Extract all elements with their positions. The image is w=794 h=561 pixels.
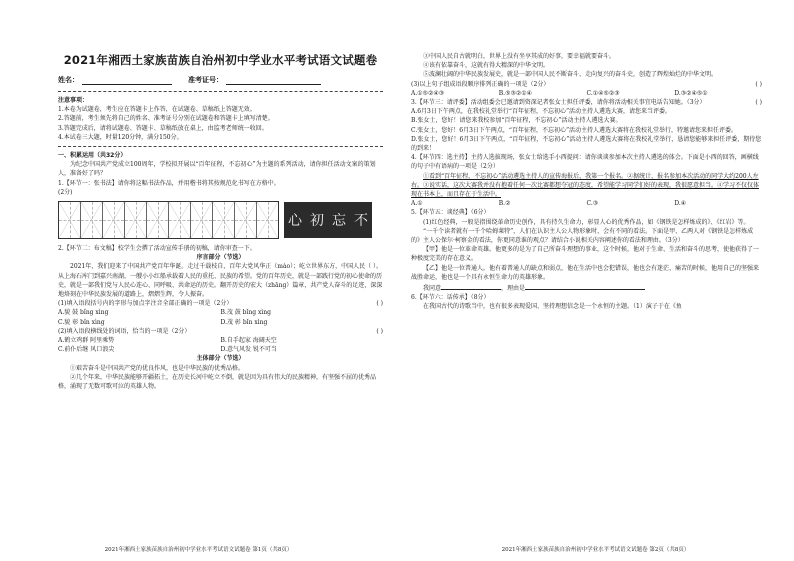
answer-paren[interactable]: ( ) [376,327,383,335]
option[interactable]: D.④ [674,200,687,208]
opinion-a: 【甲】他是一位革命英雄。他更多的是为了自己所奋斗理想的事业，这个时候，他对于生命、生活和奋斗的思考，使他获得了一种极度完美的存在意义。 [411,246,760,263]
option[interactable]: D.③②④⑤① [674,89,708,97]
option[interactable]: C.③ [586,200,599,208]
question-3 [411,98,762,107]
grid-cell[interactable] [169,202,191,238]
option[interactable]: A.貌 鼓 bǐng xìng [58,309,109,317]
option[interactable]: A.6月3日下午两点，在我校礼堂举行“百年征程，不忘初心”活动主持人遴选大赛，请您来当评委。 [411,108,672,116]
q2-1-text: (1)填入语段括号内的字形与加点字注音全部正确的一项是（2分） [58,300,233,308]
question-4-text: ①看到“百年征程，不忘初心”活动遴选主持人的宣传海报后，我第一个报名。②据统计，报名参加本次活动的同学大约200人左右。③说实话，这次大赛我并没有抱着任何一次比赛都想夺冠的态度，希望能学习同学们好的表现，我很愿意担当。④学习不仅仅体现在书本上，而且存在于生活中。 [411,172,760,199]
options-row [411,89,762,98]
preface-text: 2021年，我们迎来了中国共产党百年华诞。走过千载枝自，百年大党风华正（mào）；屹立世界东方，中国人民（ ）。从上海石库门到嘉兴南湖，一艘小小红船承载着人民的重托、民族的希望。党的百年历史，就是一部践行党的初心使命的历史，就是一部我们党与人民心连心、同呼吸、共命运的历史。翻开历史的宏大（zhāng）篇章，共产党人奋斗的足迹，深深地烙刻在中华民族发展的道路上，熠熠生辉，令人振奋。 [58,263,383,299]
preface-title: 序言部分（节选） [196,254,245,262]
intro-text: 为纪念中国共产党成立100周年，学校拟开展以“百年征程，不忘初心”为主题的系列活动，请你担任活动文案的策划人，准备好了吗？ [58,161,376,178]
answer-paren[interactable]: ( ) [755,80,762,88]
callig-char: 忘 [332,213,346,230]
calligraphy-row [58,200,383,240]
options-row [58,308,383,317]
question-6: 6.【环节六：话传承】（8分） [411,294,490,302]
option[interactable]: B.自手起家 海阔天空 [220,337,277,345]
question-2: 2.【环节二：布文稿】校学生会撰了活动宣传手册的初稿，请你审查一下。 [58,245,256,253]
option[interactable]: D.意气风发 锐不可当 [220,346,277,354]
calligraphy-image [284,202,372,238]
option[interactable]: C.前仆后继 风口浪尖 [58,346,115,354]
option[interactable]: B.茂 鼓 bǐng xìng [220,309,272,317]
main-line: ②几个年来，中华民族能够开疆拓土，在历史长河中屹立不倒，就是因为具有伟大的民族精神，有坚强不屈的优秀品格，涌现了无数可歌可泣的英雄人物。 [58,373,377,391]
option[interactable]: C.貌 彰 bǐn xìng [58,318,105,326]
option[interactable]: A.①⑤②④③ [411,89,445,97]
callig-char: 不 [354,213,368,230]
answer-line [411,282,762,293]
ticket-line[interactable] [226,75,321,85]
answer-paren[interactable]: ( ) [755,99,762,107]
main-line: ①艰苦奋斗是中国共产党的优良作风，也是中华民族的优秀品格。 [70,364,245,372]
option[interactable]: D.张女士，您好！6月3日下午两点，“百年征程，不忘初心”活动主持人遴选大赛将在我校礼堂举行，恳请您能够来担任评委，期待您的到来！ [411,135,762,153]
exam-title: 2021年湘西土家族苗族自治州初中学业水平考试语文试题卷 [63,53,378,67]
name-label: 姓名： [58,76,79,84]
opinion-b: 【乙】他是一位普通人。他有着普通人的缺点和弱点，他在生活中也会犯错误，他也会有迷茫、痛苦的时候，他用自己的坚强来战胜命运，他也是一个具有永恒生命力的英雄形象。 [411,264,760,281]
grid-cell[interactable] [235,202,257,238]
grid-cell[interactable] [81,202,103,238]
question-5-2: “一千个读者就有一千个哈姆莱特”，人们在认识主人公人物形象时，会有不同的看法。下面是甲、乙两人对《钢铁是怎样炼成的》主人公保尔·柯察金的看法，你更同意谁的观点？请结合小说相关内容阐述你的看法和理由。（3分） [411,227,754,245]
body-line: ⑤波澜壮阔的中华民族发展史，就是一部中国人民不断奋斗、走向复兴的奋斗史，创造了辉煌灿烂的中华文明。 [423,71,718,79]
body-line: ④该有依靠奋斗，这就有得大精深的中华文明。 [423,62,550,70]
identity-row [58,75,383,85]
question-2-3 [411,80,762,89]
grid-cell[interactable] [257,202,278,238]
grid-cell[interactable] [125,202,147,238]
q2-2-text: (2)填入语段横线处的词语，恰当的一项是（2分） [58,327,191,335]
q3-text: 3.【环节三：请评委】活动组委会已邀请到资深记者张女士担任评委，请你将活动相关事宜电话告知她。（3分） [411,99,706,107]
note-item: 4.本试卷三大题，时量120分钟，满分150分。 [58,133,183,141]
question-1: 1.【环节一：张书法】请你将这幅书法作品，并用楷书将其按规范化书写在方格中。 [58,179,280,187]
grid-cell[interactable] [59,202,81,238]
option[interactable]: C.张女士，您好！6月3日下午两点，“百年征程，不忘初心”活动主持人遴选大赛将在我校礼堂举行，特邀请您来担任评委。 [411,126,738,134]
grid-cell[interactable] [147,202,169,238]
question-4: 4.【环节四：选主持】主持人选拔现场，张女士给选手小西提问：请你谈谈参加本次主持人遴选的体会。下面是小西的回答，画横线的句子中有语病的一项是（2分） [411,154,759,171]
note-item: 1.本卷为试题卷，考生应在答题卡上作答，在试题卷、草稿纸上答题无效。 [58,106,256,114]
section-title: 一、积累运用（共32分） [58,152,127,160]
note-item: 3.答题完成后，请将试题卷、答题卡、草稿纸放在桌上，由监考老师统一收回。 [58,124,268,132]
writing-grid[interactable] [58,201,279,239]
question-2-1 [58,299,383,308]
q2-3-text: (3)以上句子组成语段顺序排列正确的一项是（2分） [411,80,550,88]
question-2-2 [58,327,383,336]
options-row [58,345,383,354]
agree-blank[interactable] [441,282,501,290]
callig-char: 初 [310,213,324,230]
divider [58,146,383,147]
options-row [411,199,762,208]
question-6-text: 在我国古代的诗歌当中，也有很多表现爱国、坚持理想信念是一个永恒的主题。（1）演子于在《鱼 [423,303,682,311]
option[interactable]: B.② [498,200,511,208]
option[interactable]: D.茂 彰 bǐn xìng [220,318,268,326]
options-row [58,336,383,345]
option[interactable]: A.鹤立鸡群 阿里乘势 [58,337,115,345]
name-field[interactable] [58,75,172,85]
grid-cell[interactable] [191,202,213,238]
divider [58,91,383,92]
callig-char: 心 [288,213,302,230]
reason-blank[interactable] [525,282,645,290]
question-5-1: (1)红色经典，一般是指围绕革命历史创作，具有持久生命力，彰显人心的优秀作品，如《钢铁是怎样炼成的》、《红岩》等。 [423,218,750,226]
option[interactable]: A.① [411,200,423,208]
agree-label: 我同意 [423,285,442,293]
note-item: 2.答题前，考生须先将自己的姓名、准考证号分别在试题卷和答题卡上填写清楚。 [58,115,274,123]
option[interactable]: B.张女士，您好！请您来我校参加“百年征程，不忘初心”活动主持人遴选大赛。 [411,117,622,125]
option[interactable]: B.⑤③②①④ [498,89,532,97]
option[interactable]: C.①④⑤②③ [586,89,620,97]
main-title: 主体部分（节选） [196,355,245,363]
question-5: 5.【环节五：谈经典】（6分） [411,209,490,217]
notes-title: 注意事项： [58,97,89,104]
answer-paren[interactable]: ( ) [376,300,383,308]
question-1-score: (2分) [58,188,73,196]
page-footer-left: 2021年湘西土家族苗族自治州初中学业水平考试语文试题卷 第1页（共8页） [104,547,293,553]
ticket-field[interactable] [188,75,321,85]
page-footer-right: 2021年湘西土家族苗族自治州初中学业水平考试语文试题卷 第2页（共8页） [501,547,690,553]
body-line: ③中国人民自古就明白，世界上没有坐享其成的好事，要幸福就要奋斗。 [423,53,616,60]
name-line[interactable] [82,75,172,85]
grid-cell[interactable] [213,202,235,238]
page-right [397,0,794,561]
reason-label: ，理由是 [501,285,526,293]
grid-cell[interactable] [103,202,125,238]
options-row [58,318,383,327]
ticket-label: 准考证号： [188,76,223,84]
